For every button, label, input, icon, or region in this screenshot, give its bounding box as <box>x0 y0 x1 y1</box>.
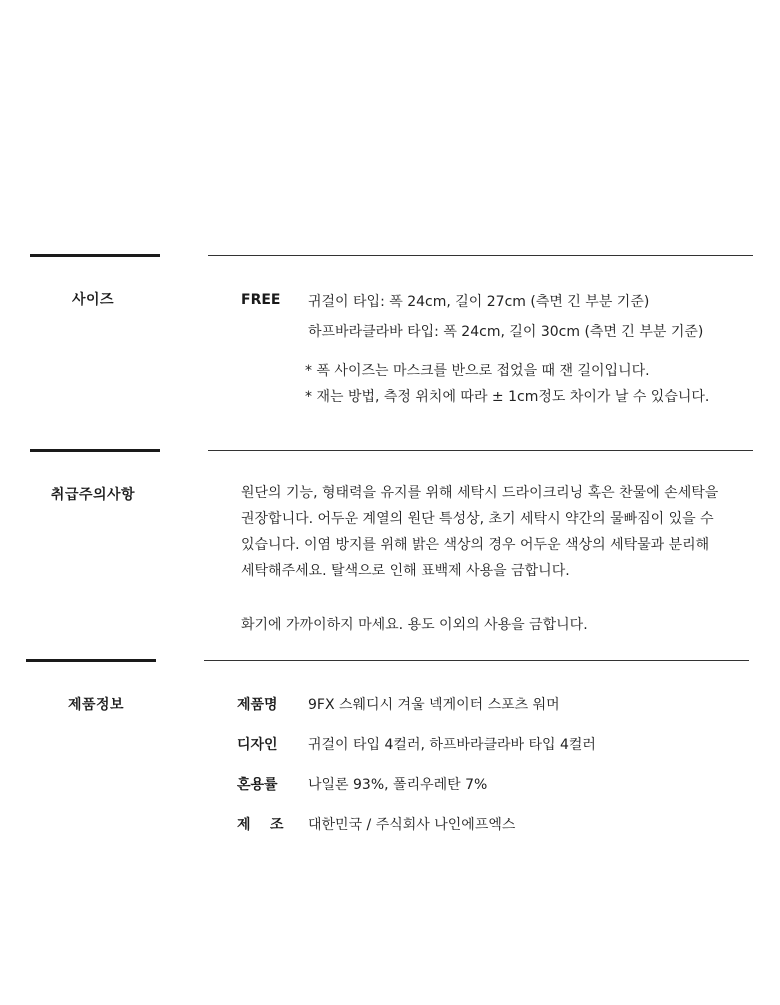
care-section-rule-right <box>208 450 753 451</box>
care-line-1: 원단의 기능, 형태력을 유지를 위해 세탁시 드라이크리닝 혹은 찬물에 손세탁을 <box>241 485 719 501</box>
care-section-title: 취급주의사항 <box>50 487 136 503</box>
care-line-3: 있습니다. 이염 방지를 위해 밝은 색상의 경우 어두운 색상의 세탁물과 분리해 <box>241 537 710 553</box>
product-section-title: 제품정보 <box>67 697 125 713</box>
product-manufacturer-label: 제 조 <box>237 817 284 833</box>
product-section-rule-left <box>26 659 156 662</box>
care-section-rule-left <box>30 449 160 452</box>
care-instructions <box>241 480 741 584</box>
product-material-value: 나일론 93%, 폴리우레탄 7% <box>308 777 488 793</box>
product-manufacturer-value: 대한민국 / 주식회사 나인에프엑스 <box>308 817 516 833</box>
care-fire-warning: 화기에 가까이하지 마세요. 용도 이외의 사용을 금합니다. <box>241 617 588 633</box>
size-note-width: * 폭 사이즈는 마스크를 반으로 접었을 때 잰 길이입니다. <box>305 363 650 379</box>
size-section-title: 사이즈 <box>71 292 115 308</box>
size-free-label: FREE <box>241 292 281 308</box>
product-design-label: 디자인 <box>237 737 278 753</box>
product-section-rule-right <box>204 660 749 661</box>
care-line-4: 세탁해주세요. 탈색으로 인해 표백제 사용을 금합니다. <box>241 563 570 579</box>
size-section-rule-right <box>208 255 753 256</box>
product-name-value: 9FX 스웨디시 겨울 넥게이터 스포츠 워머 <box>308 697 560 713</box>
product-name-label: 제품명 <box>237 697 278 713</box>
size-section-rule-left <box>30 254 160 257</box>
size-note-measurement: * 재는 방법, 측정 위치에 따라 ± 1cm정도 차이가 날 수 있습니다. <box>305 389 710 405</box>
product-material-label: 혼용률 <box>237 777 278 793</box>
size-line-earloop: 귀걸이 타입: 폭 24cm, 길이 27cm (측면 긴 부분 기준) <box>308 294 650 310</box>
size-line-half-balaclava: 하프바라클라바 타입: 폭 24cm, 길이 30cm (측면 긴 부분 기준) <box>308 324 704 340</box>
product-design-value: 귀걸이 타입 4컬러, 하프바라클라바 타입 4컬러 <box>308 737 596 753</box>
care-line-2: 권장합니다. 어두운 계열의 원단 특성상, 초기 세탁시 약간의 물빠짐이 있을 수 <box>241 511 714 527</box>
